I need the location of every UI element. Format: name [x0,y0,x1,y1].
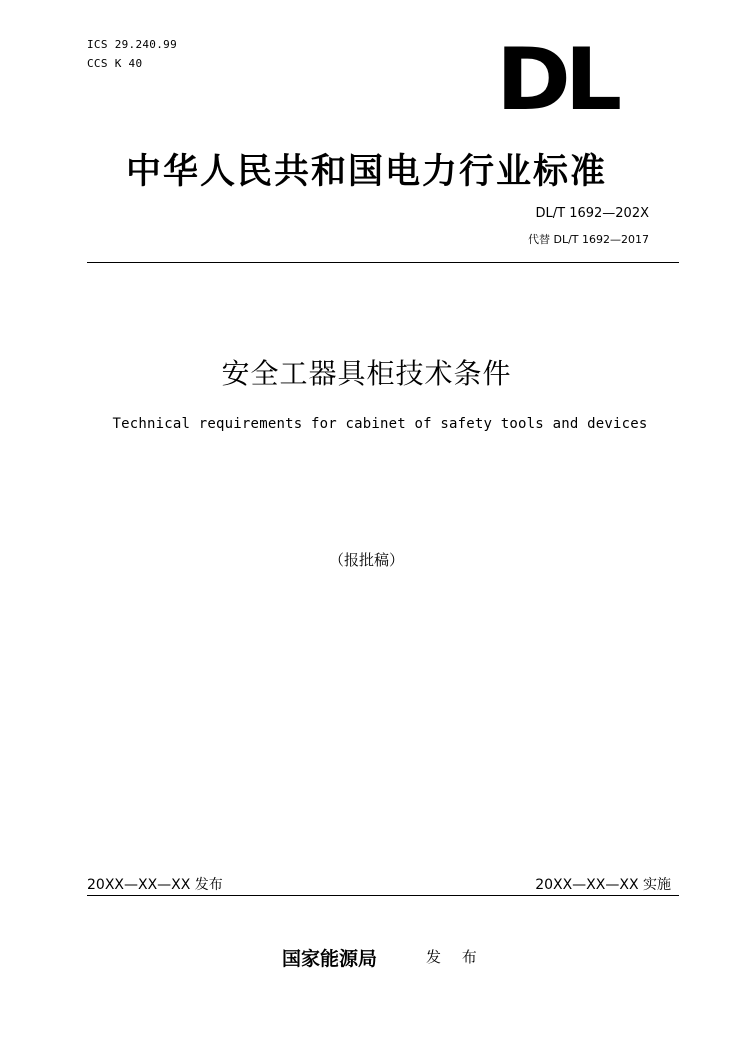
implement-date: 20XX—XX—XX 实施 [535,877,671,893]
bottom-divider [87,895,679,896]
ics-code: ICS 29.240.99 [87,38,177,51]
document-title-en: Technical requirements for cabinet of safety tools and devices [112,416,648,432]
replaces-standard: 代替 DL/T 1692—2017 [527,233,649,246]
top-divider [87,262,679,263]
standard-type-title: 中华人民共和国电力行业标准 [125,152,607,192]
publish-date: 20XX—XX—XX 发布 [87,877,223,893]
issuing-authority: 国家能源局 [282,948,378,970]
dl-logo: DL [496,30,616,130]
draft-stage: （报批稿） [328,551,404,569]
ccs-code: CCS K 40 [87,57,143,70]
issue-label: 发 布 [426,948,485,966]
standard-number: DL/T 1692—202X [535,206,649,221]
document-title-cn: 安全工器具柜技术条件 [221,357,512,390]
